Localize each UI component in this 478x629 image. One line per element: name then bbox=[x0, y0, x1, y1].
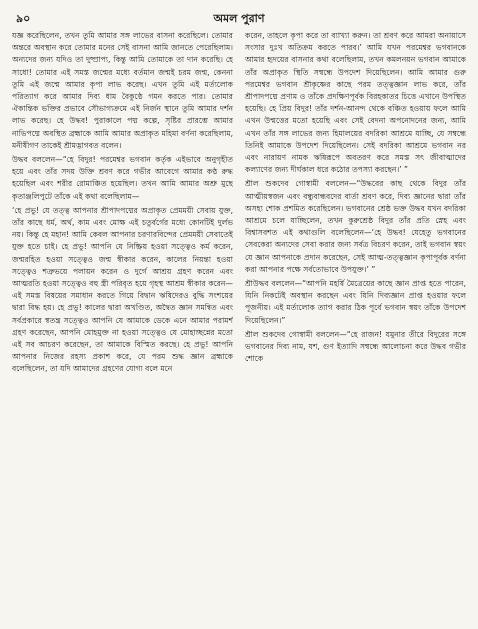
page-header bbox=[12, 10, 466, 28]
paragraph: শ্রীল শুকদেব গোস্বামী বললেন—“হে রাজন! যমুনার তীরে বিদুরের সঙ্গে ভগবানের দিব্য নাম, যশ, গুণ ইত্যাদি সম্বন্ধে আলোচনা করে উদ্ধব গভীর শোকে bbox=[245, 329, 466, 364]
paragraph: ‘হে প্রভু! যে তত্ত্ব আপনার শ্রীপাদপদ্মের অপ্রাকৃত প্রেমময়ী সেবায় যুক্ত, তাঁর কাছে ধর্ম, অর্থ, কাম এবং মোক্ষ এই চতুর্বর্গের মধ্যে কোনটিই দুর্লভ নয়। কিন্তু হে মহান! আমি কেবল আপনার চরণারবিন্দের প্রেমময়ী সেবাতেই যুক্ত হতে চাই। হে প্রভু! আপনি যে নিষ্ক্রিয় হওয়া সত্ত্বেও কর্ম করেন, জন্মরহিত হওয়া সত্ত্বেও জন্ম স্বীকার করেন, কালের নিয়ন্তা হওয়া সত্ত্বেও শত্রুভয়ে পলায়ন করেন ও দুর্গে আশ্রয় গ্রহণ করেন এবং আত্মরতি হওয়া সত্ত্বেও বহু স্ত্রী পরিবৃত হয়ে গৃহস্থ আশ্রম স্বীকার করেন—এই সমস্ত বিষয়ের সমাধান করতে গিয়ে বিদ্বান ঋষিদেরও বুদ্ধি সংশয়ের দ্বারা বিদ্ধ হয়। হে প্রভু! কালের দ্বারা অখণ্ডিত, অদ্বৈত জ্ঞান সমন্বিত এবং সর্বপ্রকারে স্বতন্ত্র সত্ত্বেও আপনি যে আমাকে ডেকে এনে আমার পরামর্শ গ্রহণ করেছেন, আপনি মোহমুক্ত না হওয়া সত্ত্বেও যে মোহাচ্ছন্নের মতো এই সব আচরণ করেছেন, তা আমাকে বিস্মিত করছে। হে প্রভু! আপনি আপনার নিজের রহস্য প্রকাশ করে, যে পরম শুদ্ধ জ্ঞান ব্রহ্মাকে বলেছিলেন, তা যদি আমাদের গ্রহণের যোগ্য বলে মনে bbox=[12, 205, 233, 374]
paragraph: যজ্ঞ করেছিলেন, তখন তুমি আমার সঙ্গ লাভের বাসনা করেছিলে। তোমার অন্তরে অবস্থান করে তোমার মনের সেই বাসনা আমি জানতে পেরেছিলাম। অন্যদের জন্য যদিও তা দুষ্প্রাপ্য, কিন্তু আমি তোমাকে তা দান করেছি। হে সাধো! তোমার এই সমস্ত জন্মের মধ্যে বর্তমান জন্মই চরম জন্ম, কেননা তুমি এই জন্মে আমার কৃপা লাভ করেছ। এখন তুমি এই মর্ত্যলোক পরিত্যাগ করে আমার দিব্য ধাম বৈকুণ্ঠে গমন করতে পার। তোমার ঐকান্তিক ভক্তির প্রভাবে সৌভাগ্যক্রমে এই নির্জন স্থানে তুমি আমার দর্শন লাভ করেছ। হে উদ্ধব! পুরাকালে পদ্ম কল্পে, সৃষ্টির প্রারম্ভে আমার নাভিপদ্মে অবস্থিত ব্রহ্মাকে আমি আমার অপ্রাকৃত মহিমা বর্ণনা করেছিলাম, মনীষীগণ তাকেই শ্রীমদ্ভাগবত বলেন। bbox=[12, 31, 233, 150]
running-title: অমল পুরাণ bbox=[213, 12, 265, 25]
paragraph: উদ্ধব বললেন—“হে বিদুর! পরমেশ্বর ভগবান কর্তৃক এইভাবে অনুগৃহীত হয়ে এবং তাঁর সদয় উক্তি শ্রবণ করে গভীর আবেগে আমার কণ্ঠ রুদ্ধ হয়েছিল এবং শরীর রোমাঞ্চিত হয়েছিল। তখন আমি আমার অশ্রু মুছে কৃতাঞ্জলিপুটে তাঁকে এই কথা বলেছিলাম— bbox=[12, 155, 233, 201]
paragraph: শ্রীউদ্ধব বললেন—“আপনি মহর্ষি মৈত্রেয়ের কাছে জ্ঞান প্রাপ্ত হতে পারেন, যিনি নিকটেই অবস্থান করছেন এবং যিনি দিব্যজ্ঞান প্রাপ্ত হওয়ার ফলে পূজনীয়। এই মর্ত্যলোক ত্যাগ করার ঠিক পূর্বে ভগবান স্বয়ং তাঁকে উপদেশ দিয়েছিলেন।” bbox=[245, 279, 466, 325]
right-column bbox=[245, 30, 466, 623]
paragraph: করেন, তাহলে কৃপা করে তা ব্যাখ্যা করুন। তা শ্রবণ করে আমরা অনায়াসে সংসার দুঃখ অতিক্রম করতে পারব।’ আমি যখন পরমেশ্বর ভগবানকে আমার হৃদয়ের বাসনার কথা বলেছিলাম, তখন কমলনয়ন ভগবান আমাকে তাঁর অপ্রাকৃত স্থিতি সম্বন্ধে উপদেশ দিয়েছিলেন। আমি আমার গুরু পরমেশ্বর ভগবান শ্রীকৃষ্ণের কাছে পরম তত্ত্বজ্ঞান লাভ করে, তাঁর শ্রীপাদপদ্মে প্রণাম ও তাঁকে প্রদক্ষিণপূর্বক বিরহকাতর চিত্তে এখানে উপস্থিত হয়েছি। হে প্রিয় বিদুর! তাঁর দর্শন-আনন্দ থেকে বঞ্চিত হওয়ায় ফলে আমি এখন উন্মত্তের মতো হয়েছি এবং সেই বেদনা অপনোদনের জন্য, আমি এখন তাঁর সঙ্গ লাভের জন্য হিমালয়ের বদরিকা আশ্রমে যাচ্ছি, যে সম্বন্ধে তিনিই আমাকে উপদেশ দিয়েছিলেন। সেই বদরিকা আশ্রমে ভগবান নর এবং নারায়ণ নামক ঋষিরূপে অবতরণ করে সমস্ত সৎ জীবাত্মাদের কল্যাণের জন্য দীর্ঘকাল ধরে কঠোর তপস্যা করছেন।’ ” bbox=[245, 31, 466, 175]
page-number: ৯০ bbox=[16, 12, 31, 25]
left-column bbox=[12, 30, 233, 623]
text-columns bbox=[12, 30, 466, 623]
paragraph: শ্রীল শুকদেব গোস্বামী বললেন—“উদ্ধবের কাছ থেকে বিদুর তাঁর আত্মীয়স্বজন এবং বন্ধুবান্ধবদের বার্তা শ্রবণ করে, দিব্য জ্ঞানের দ্বারা তাঁর অসহ্য শোক প্রশমিত করেছিলেন। ভগবানের শ্রেষ্ঠ ভক্ত উদ্ধব যখন বদরিকা আশ্রমে চলে যাচ্ছিলেন, তখন কুরুশ্রেষ্ঠ বিদুর তাঁর প্রতি স্নেহ এবং বিশ্বাসবশত এই কথাগুলি বলেছিলেন—‘হে উদ্ধব! যেহেতু ভগবানের সেবকেরা অন্যদের সেবা করার জন্য সর্বত্র বিচরণ করেন, তাই ভগবান স্বয়ং যে জ্ঞান আপনাকে প্রদান করেছেন, সেই আত্ম-তত্ত্বজ্ঞান কৃপাপূর্বক বর্ণনা করা আপনার পক্ষে সর্বতোভাবে উপযুক্ত।’ ” bbox=[245, 179, 466, 274]
